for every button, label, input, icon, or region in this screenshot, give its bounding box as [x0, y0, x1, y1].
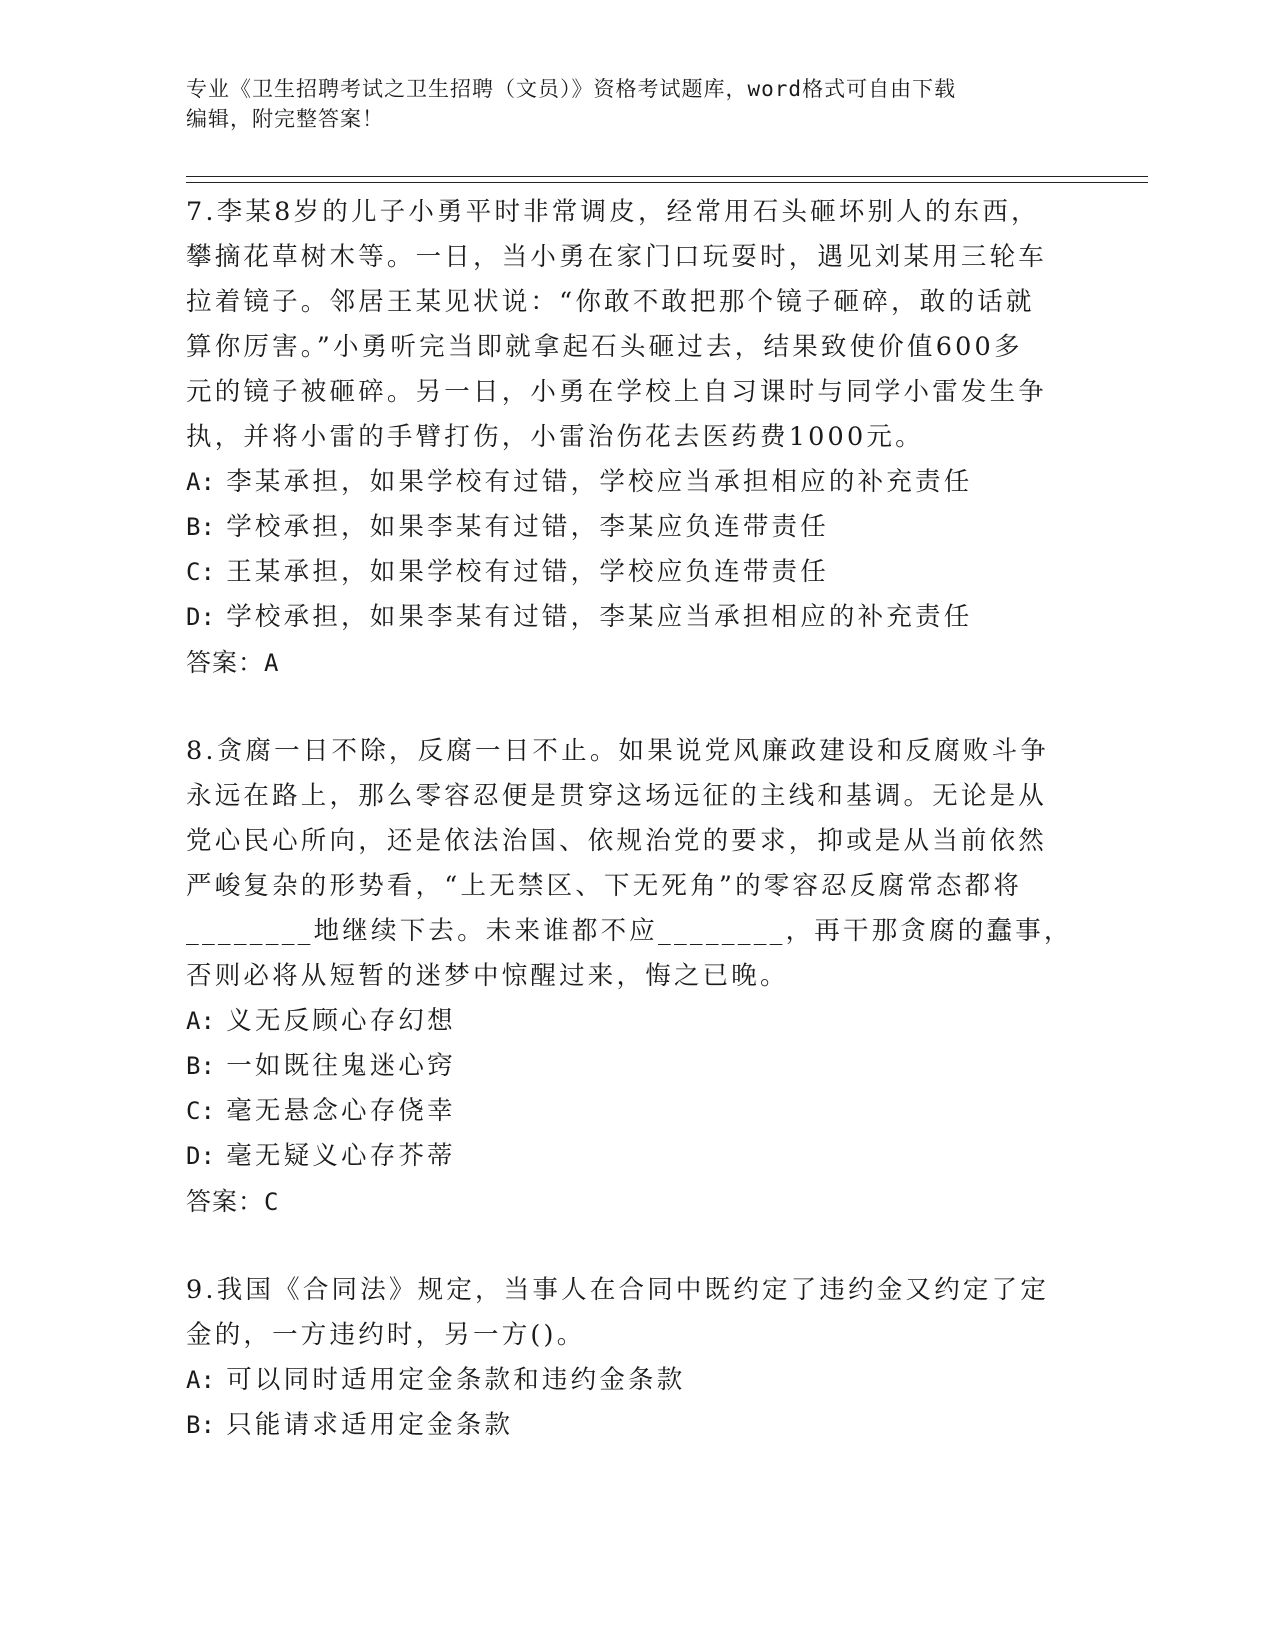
option-text: 毫无悬念心存侥幸 [226, 1096, 456, 1126]
option-letter: D: [186, 1142, 215, 1170]
question-8 [186, 729, 1073, 1224]
option-text: 学校承担，如果李某有过错，李某应负连带责任 [226, 512, 829, 542]
question-text-line: 9.我国《合同法》规定，当事人在合同中既约定了违约金又约定了定 [186, 1275, 1050, 1305]
header-line-1: 专业《卫生招聘考试之卫生招聘（文员）》资格考试题库，word格式可自由下载 [186, 77, 957, 101]
answer-value: A [264, 649, 280, 677]
answer-label: 答案： [186, 648, 265, 677]
option-text: 可以同时适用定金条款和违约金条款 [226, 1365, 686, 1395]
question-text-line: 执，并将小雷的手臂打伤，小雷治伤花去医药费1000元。 [186, 422, 924, 452]
option-a [186, 1358, 1066, 1403]
option-letter: B: [186, 1052, 215, 1080]
question-text-line: 7.李某8岁的儿子小勇平时非常调皮，经常用石头砸坏别人的东西， [186, 197, 1040, 227]
option-text: 义无反顾心存幻想 [226, 1006, 456, 1036]
option-b [186, 1403, 1066, 1448]
document-header [186, 74, 1066, 134]
header-line-2: 编辑，附完整答案！ [186, 107, 384, 131]
option-letter: B: [186, 513, 215, 541]
spacer [186, 1224, 1066, 1268]
answer-line [186, 640, 1066, 685]
option-text: 一如既往鬼迷心窍 [226, 1051, 456, 1081]
option-letter: C: [186, 1097, 215, 1125]
option-c [186, 1089, 1066, 1134]
option-letter: A: [186, 468, 215, 496]
option-text: 李某承担，如果学校有过错，学校应当承担相应的补充责任 [226, 467, 973, 497]
option-a [186, 460, 1066, 505]
answer-label: 答案： [186, 1187, 265, 1216]
option-text: 王某承担，如果学校有过错，学校应负连带责任 [226, 557, 829, 587]
question-text-line: ________地继续下去。未来谁都不应________，再干那贪腐的蠢事， [186, 916, 1073, 946]
answer-value: C [264, 1188, 280, 1216]
header-divider-bottom [186, 182, 1148, 183]
option-letter: B: [186, 1411, 215, 1439]
question-text-line: 元的镜子被砸碎。另一日，小勇在学校上自习课时与同学小雷发生争 [186, 377, 1048, 407]
question-text-line: 8.贪腐一日不除，反腐一日不止。如果说党风廉政建设和反腐败斗争 [186, 736, 1050, 766]
option-letter: D: [186, 603, 215, 631]
option-letter: A: [186, 1366, 215, 1394]
question-9 [186, 1268, 1066, 1448]
question-text-line: 党心民心所向，还是依法治国、依规治党的要求，抑或是从当前依然 [186, 826, 1048, 856]
option-letter: C: [186, 558, 215, 586]
option-text: 只能请求适用定金条款 [226, 1410, 514, 1440]
spacer [186, 685, 1066, 729]
question-text-line: 否则必将从短暂的迷梦中惊醒过来，悔之已晚。 [186, 961, 789, 991]
answer-line [186, 1179, 1066, 1224]
option-d [186, 595, 1066, 640]
header-divider-top [186, 176, 1148, 177]
question-text-line: 拉着镜子。邻居王某见状说：“你敢不敢把那个镜子砸碎，敢的话就 [186, 287, 1035, 317]
option-text: 学校承担，如果李某有过错，李某应当承担相应的补充责任 [226, 602, 973, 632]
option-d [186, 1134, 1066, 1179]
question-text-line: 严峻复杂的形势看，“上无禁区、下无死角”的零容忍反腐常态都将 [186, 871, 1023, 901]
option-letter: A: [186, 1007, 215, 1035]
question-7 [186, 190, 1066, 685]
option-b [186, 1044, 1066, 1089]
question-text-line: 金的，一方违约时，另一方()。 [186, 1320, 586, 1350]
option-a [186, 999, 1066, 1044]
question-text-line: 攀摘花草树木等。一日，当小勇在家门口玩耍时，遇见刘某用三轮车 [186, 242, 1048, 272]
question-text-line: 算你厉害。”小勇听完当即就拿起石头砸过去，结果致使价值600多 [186, 332, 1023, 362]
question-text-line: 永远在路上，那么零容忍便是贯穿这场远征的主线和基调。无论是从 [186, 781, 1048, 811]
option-text: 毫无疑义心存芥蒂 [226, 1141, 456, 1171]
option-c [186, 550, 1066, 595]
option-b [186, 505, 1066, 550]
question-list [186, 190, 1073, 1448]
